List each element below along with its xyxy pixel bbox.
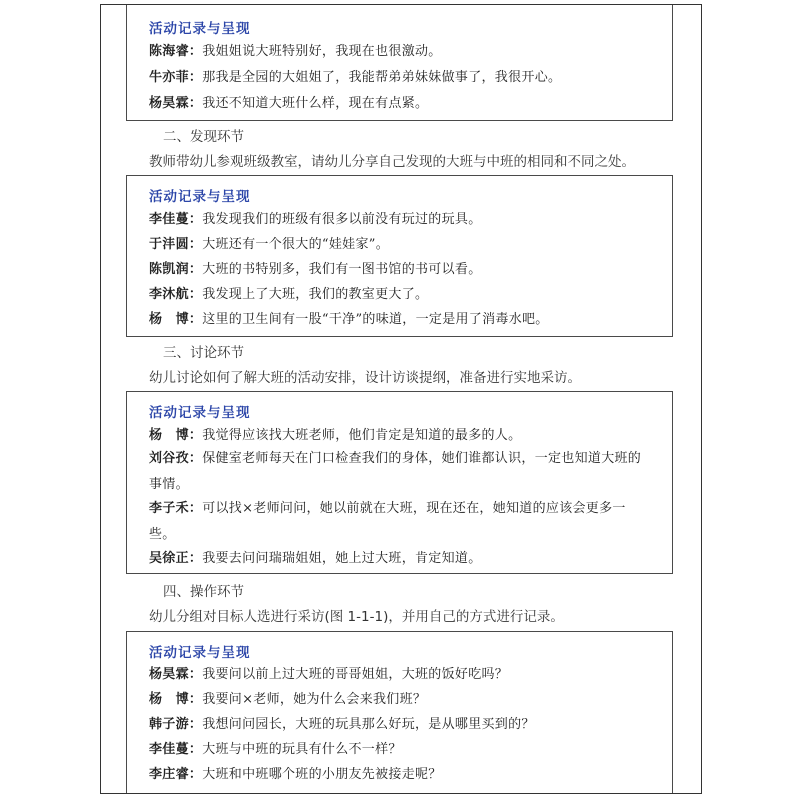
record-entry bbox=[149, 91, 649, 117]
speech-text: 大班的书特别多，我们有一图书馆的书可以看。 bbox=[202, 262, 482, 277]
section-body: 幼儿分组对目标人选进行采访(图 1-1-1)，并用自己的方式进行记录。 bbox=[149, 609, 564, 625]
speaker-name: 陈海睿： bbox=[149, 44, 203, 59]
record-entry bbox=[149, 737, 649, 763]
speaker-name: 李沐航： bbox=[149, 287, 203, 302]
record-entry bbox=[149, 232, 649, 258]
record-entry bbox=[149, 496, 649, 548]
box-title: 活动记录与呈现 bbox=[149, 645, 251, 661]
speaker-name: 李佳蔓： bbox=[149, 742, 203, 757]
speech-text: 我发现我们的班级有很多以前没有玩过的玩具。 bbox=[202, 212, 482, 227]
box-title: 活动记录与呈现 bbox=[149, 21, 251, 37]
section-body: 教师带幼儿参观班级教室，请幼儿分享自己发现的大班与中班的相同和不同之处。 bbox=[149, 154, 635, 170]
record-entry bbox=[149, 762, 649, 788]
record-entry bbox=[149, 282, 649, 308]
speaker-name: 杨昊霖： bbox=[149, 667, 203, 682]
speaker-name: 李庄睿： bbox=[149, 767, 203, 782]
record-entry bbox=[149, 662, 649, 688]
speaker-name: 杨 博： bbox=[149, 312, 203, 327]
record-entry bbox=[149, 446, 649, 498]
speaker-name: 李子禾： bbox=[149, 501, 203, 516]
speaker-name: 杨 博： bbox=[149, 692, 203, 707]
speech-text: 那我是全园的大姐姐了，我能帮弟弟妹妹做事了，我很开心。 bbox=[202, 70, 562, 85]
record-entry bbox=[149, 39, 649, 65]
speech-text: 大班和中班哪个班的小朋友先被接走呢？ bbox=[202, 767, 442, 782]
record-entry bbox=[149, 65, 649, 91]
speech-text: 大班还有一个很大的“娃娃家”。 bbox=[202, 237, 389, 252]
speaker-name: 刘谷孜： bbox=[149, 451, 203, 466]
speech-text: 我要问×老师，她为什么会来我们班？ bbox=[202, 692, 427, 707]
speech-text: 我还不知道大班什么样，现在有点紧。 bbox=[202, 96, 429, 111]
record-entry bbox=[149, 307, 649, 333]
speaker-name: 杨昊霖： bbox=[149, 96, 203, 111]
speech-text: 我想问问园长，大班的玩具那么好玩，是从哪里买到的？ bbox=[202, 717, 535, 732]
record-entry bbox=[149, 687, 649, 713]
speaker-name: 吴徐正： bbox=[149, 551, 203, 566]
speech-text: 大班与中班的玩具有什么不一样？ bbox=[202, 742, 402, 757]
speaker-name: 陈凯润： bbox=[149, 262, 203, 277]
speech-text: 我要去问问瑞瑞姐姐，她上过大班，肯定知道。 bbox=[202, 551, 482, 566]
speech-text: 可以找×老师问问，她以前就在大班，现在还在，她知道的应该会更多一些。 bbox=[149, 501, 626, 542]
speech-text: 我发现上了大班，我们的教室更大了。 bbox=[202, 287, 429, 302]
speech-text: 保健室老师每天在门口检查我们的身体，她们谁都认识，一定也知道大班的事情。 bbox=[149, 451, 642, 492]
speaker-name: 李佳蔓： bbox=[149, 212, 203, 227]
section-heading: 二、发现环节 bbox=[163, 129, 244, 145]
speech-text: 我姐姐说大班特别好，我现在也很激动。 bbox=[202, 44, 442, 59]
record-entry bbox=[149, 546, 649, 572]
speaker-name: 韩子游： bbox=[149, 717, 203, 732]
speaker-name: 牛亦菲： bbox=[149, 70, 203, 85]
speaker-name: 于沣圆： bbox=[149, 237, 203, 252]
box-title: 活动记录与呈现 bbox=[149, 405, 251, 421]
speech-text: 我觉得应该找大班老师，他们肯定是知道的最多的人。 bbox=[202, 428, 522, 443]
box-title: 活动记录与呈现 bbox=[149, 189, 251, 205]
speech-text: 我要问以前上过大班的哥哥姐姐，大班的饭好吃吗？ bbox=[202, 667, 509, 682]
section-body: 幼儿讨论如何了解大班的活动安排，设计访谈提纲，准备进行实地采访。 bbox=[149, 370, 581, 386]
section-heading: 四、操作环节 bbox=[163, 584, 244, 600]
document-page bbox=[100, 4, 702, 794]
speech-text: 这里的卫生间有一股“干净”的味道，一定是用了消毒水吧。 bbox=[202, 312, 549, 327]
section-heading: 三、讨论环节 bbox=[163, 345, 244, 361]
record-entry bbox=[149, 257, 649, 283]
record-entry bbox=[149, 207, 649, 233]
speaker-name: 杨 博： bbox=[149, 428, 203, 443]
record-entry bbox=[149, 712, 649, 738]
